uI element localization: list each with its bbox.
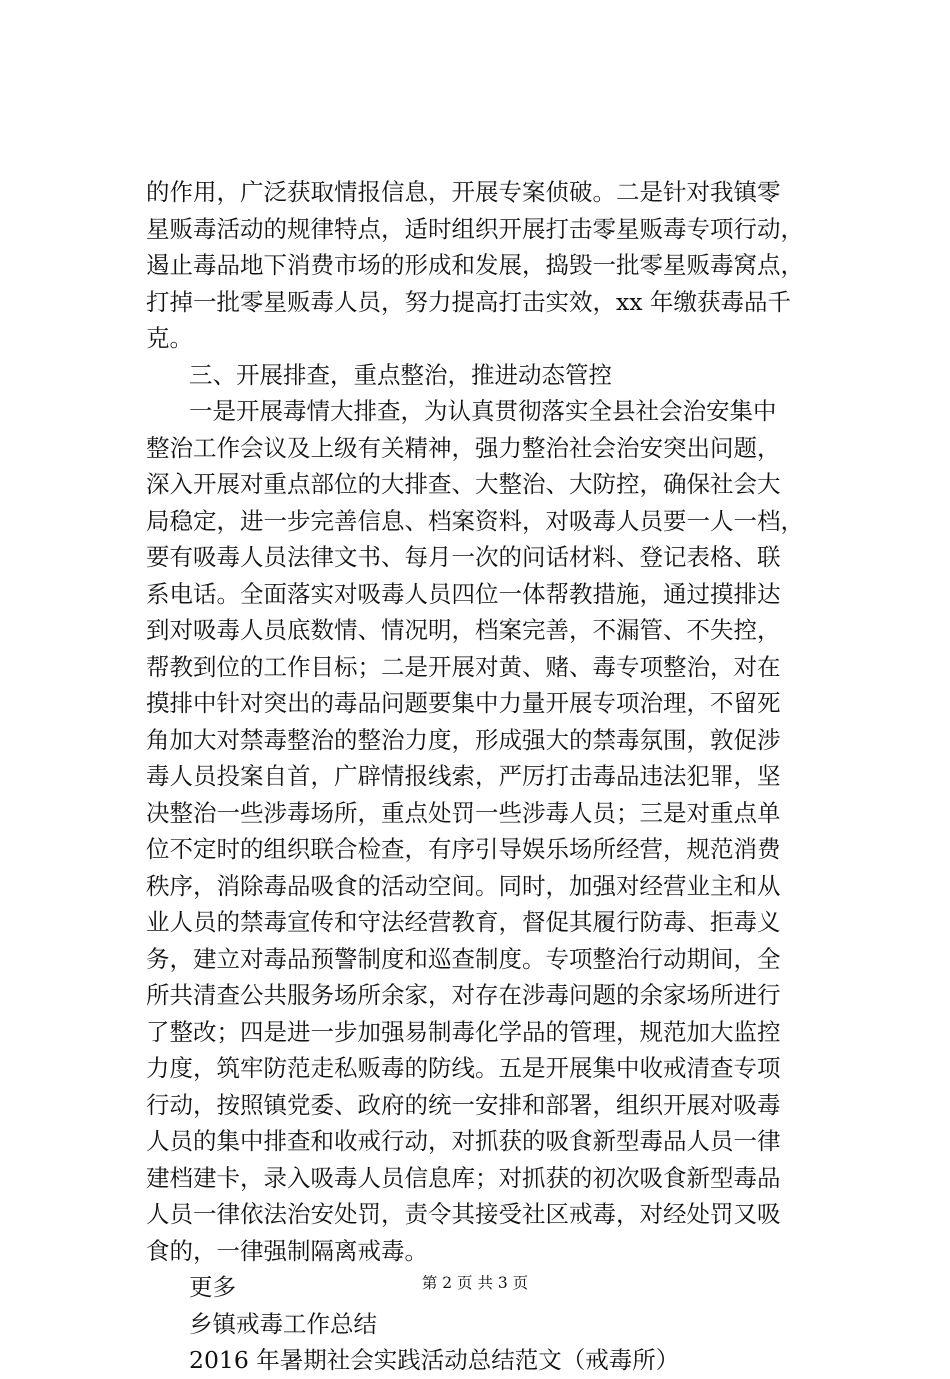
- text-line: 一是开展毒情大排查，为认真贯彻落实全县社会治安集中: [189, 397, 777, 425]
- text-line: 毒人员投案自首，广辟情报线索，严厉打击毒品违法犯罪，坚: [146, 762, 781, 790]
- text-line: 行动，按照镇党委、政府的统一安排和部署，组织开展对吸毒: [146, 1090, 781, 1119]
- text-line: 的作用，广泛获取情报信息，开展专案侦破。二是针对我镇零: [146, 178, 781, 206]
- text-line: 打掉一批零星贩毒人员，努力提高打击实效，xx 年缴获毒品千: [146, 287, 791, 316]
- section-heading: 三、开展排查，重点整治，推进动态管控: [189, 360, 612, 389]
- page-footer: [0, 1273, 950, 1293]
- text-line: 所共清查公共服务场所余家，对存在涉毒问题的余家场所进行: [146, 981, 781, 1009]
- text-line: 力度，筑牢防范走私贩毒的防线。五是开展集中收戒清查专项: [146, 1054, 781, 1082]
- text-line: 遏止毒品地下消费市场的形成和发展，捣毁一批零星贩毒窝点，: [146, 251, 804, 279]
- text-line: 建档建卡，录入吸毒人员信息库；对抓获的初次吸食新型毒品: [146, 1163, 781, 1192]
- text-line: 要有吸毒人员法律文书、每月一次的问话材料、登记表格、联: [146, 543, 781, 571]
- text-line: 务，建立对毒品预警制度和巡查制度。专项整治行动期间，全: [146, 944, 781, 973]
- text-line: 业人员的禁毒宣传和守法经营教育，督促其履行防毒、拒毒义: [146, 908, 781, 936]
- text-line: 到对吸毒人员底数情、情况明，档案完善，不漏管、不失控，: [146, 616, 781, 644]
- text-line: 食的，一律强制隔离戒毒。: [146, 1236, 428, 1265]
- text-line: 帮教到位的工作目标；二是开展对黄、赌、毒专项整治，对在: [146, 652, 781, 681]
- text-line: 整治工作会议及上级有关精神，强力整治社会治安突出问题，: [146, 433, 781, 462]
- text-line: 角加大对禁毒整治的整治力度，形成强大的禁毒氛围，敦促涉: [146, 725, 781, 754]
- text-line: 决整治一些涉毒场所，重点处罚一些涉毒人员；三是对重点单: [146, 798, 781, 827]
- more-label: 更多: [189, 1273, 236, 1301]
- page-number-label: 第 2 页 共 3 页: [421, 1274, 529, 1292]
- text-line: 人员的集中排查和收戒行动，对抓获的吸食新型毒品人员一律: [146, 1127, 781, 1155]
- text-line: 系电话。全面落实对吸毒人员四位一体帮教措施，通过摸排达: [146, 579, 781, 608]
- text-line: 星贩毒活动的规律特点，适时组织开展打击零星贩毒专项行动，: [146, 214, 804, 243]
- text-line: 了整改；四是进一步加强易制毒化学品的管理，规范加大监控: [146, 1017, 781, 1046]
- text-line: 人员一律依法治安处罚，责令其接受社区戒毒，对经处罚又吸: [146, 1200, 781, 1228]
- text-line: 位不定时的组织联合检查，有序引导娱乐场所经营，规范消费: [146, 835, 781, 863]
- body-text: [146, 174, 866, 1379]
- related-link-town-drug-rehab-summary[interactable]: 乡镇戒毒工作总结: [189, 1309, 377, 1338]
- text-line: 克。: [146, 324, 193, 352]
- text-line: 深入开展对重点部位的大排查、大整治、大防控，确保社会大: [146, 470, 781, 498]
- related-link-summer-practice-summary[interactable]: 2016 年暑期社会实践活动总结范文（戒毒所）: [189, 1346, 680, 1374]
- text-line: 秩序，消除毒品吸食的活动空间。同时，加强对经营业主和从: [146, 871, 781, 900]
- text-line: 摸排中针对突出的毒品问题要集中力量开展专项治理，不留死: [146, 689, 781, 717]
- text-line: 局稳定，进一步完善信息、档案资料，对吸毒人员要一人一档，: [146, 506, 804, 535]
